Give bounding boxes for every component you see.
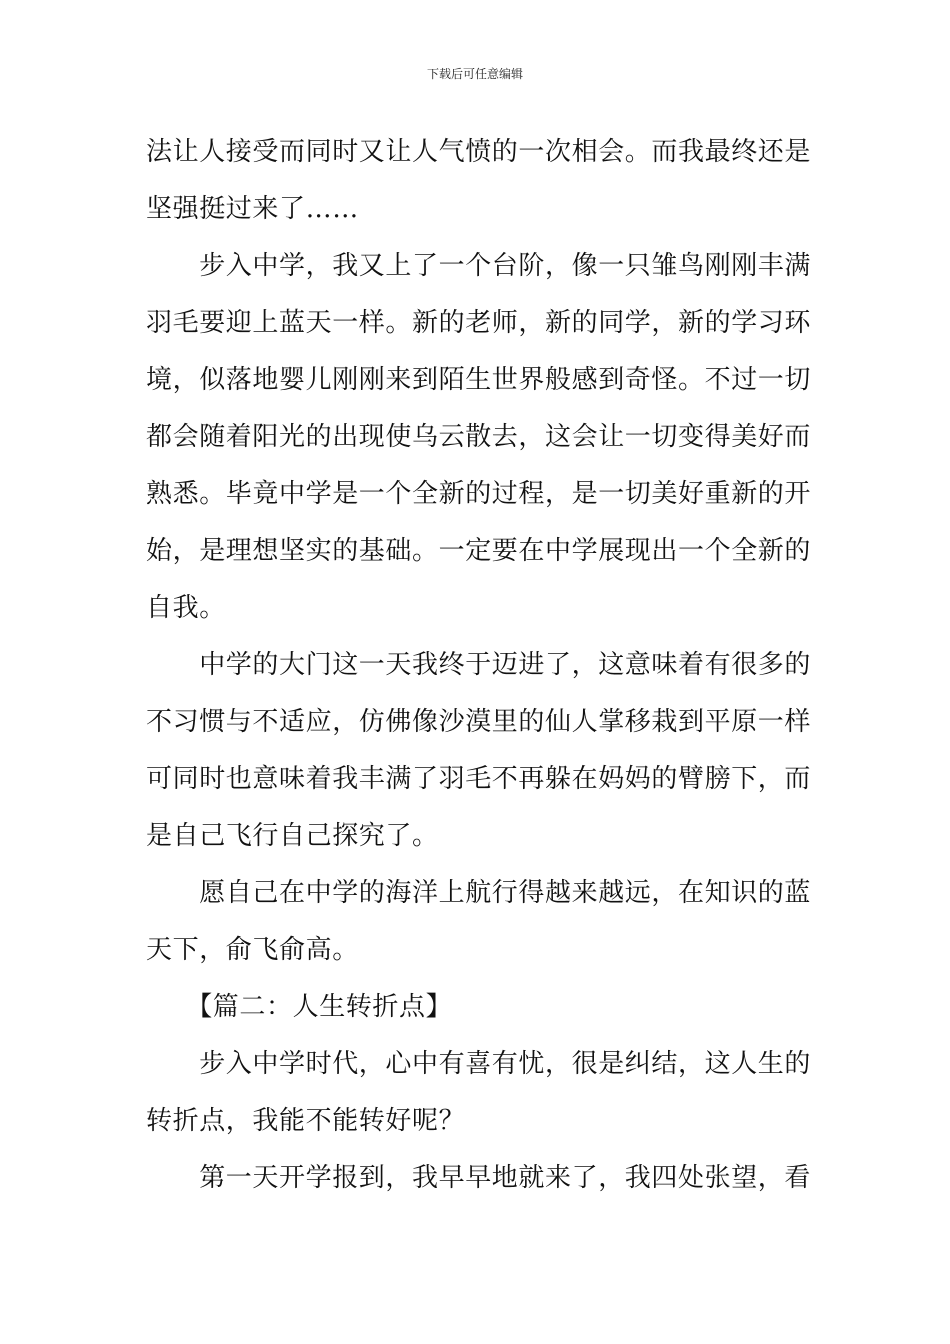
text-line: 中学的大门这一天我终于迈进了，这意味着有很多的: [146, 650, 812, 680]
text-line: 天下，俞飞俞高。: [146, 935, 359, 965]
text-line: 都会随着阳光的出现使乌云散去，这会让一切变得美好而: [146, 422, 812, 452]
text-line: 自我。: [146, 593, 226, 623]
text-line: 法让人接受而同时又让人气愤的一次相会。而我最终还是: [146, 137, 812, 167]
section-heading: 【篇二：人生转折点】: [146, 992, 453, 1022]
text-line: 步入中学时代，心中有喜有忧，很是纠结，这人生的: [146, 1049, 812, 1079]
text-line: 羽毛要迎上蓝天一样。新的老师，新的同学，新的学习环: [146, 308, 812, 338]
text-line: 熟悉。毕竟中学是一个全新的过程，是一切美好重新的开: [146, 479, 812, 509]
text-line: 可同时也意味着我丰满了羽毛不再躲在妈妈的臂膀下，而: [146, 764, 812, 794]
text-line: 步入中学，我又上了一个台阶，像一只雏鸟刚刚丰满: [146, 251, 812, 281]
page-header: 下载后可任意编辑: [426, 67, 523, 81]
text-line: 愿自己在中学的海洋上航行得越来越远，在知识的蓝: [146, 878, 812, 908]
text-line: 坚强挺过来了……: [146, 194, 359, 224]
text-line: 转折点，我能不能转好呢？: [146, 1106, 466, 1136]
text-line: 第一天开学报到，我早早地就来了，我四处张望，看: [146, 1163, 812, 1193]
text-line: 境，似落地婴儿刚刚来到陌生世界般感到奇怪。不过一切: [146, 365, 812, 395]
text-line: 始，是理想坚实的基础。一定要在中学展现出一个全新的: [146, 536, 812, 566]
text-line: 不习惯与不适应，仿佛像沙漠里的仙人掌移栽到平原一样: [146, 707, 812, 737]
text-line: 是自己飞行自己探究了。: [146, 821, 439, 851]
